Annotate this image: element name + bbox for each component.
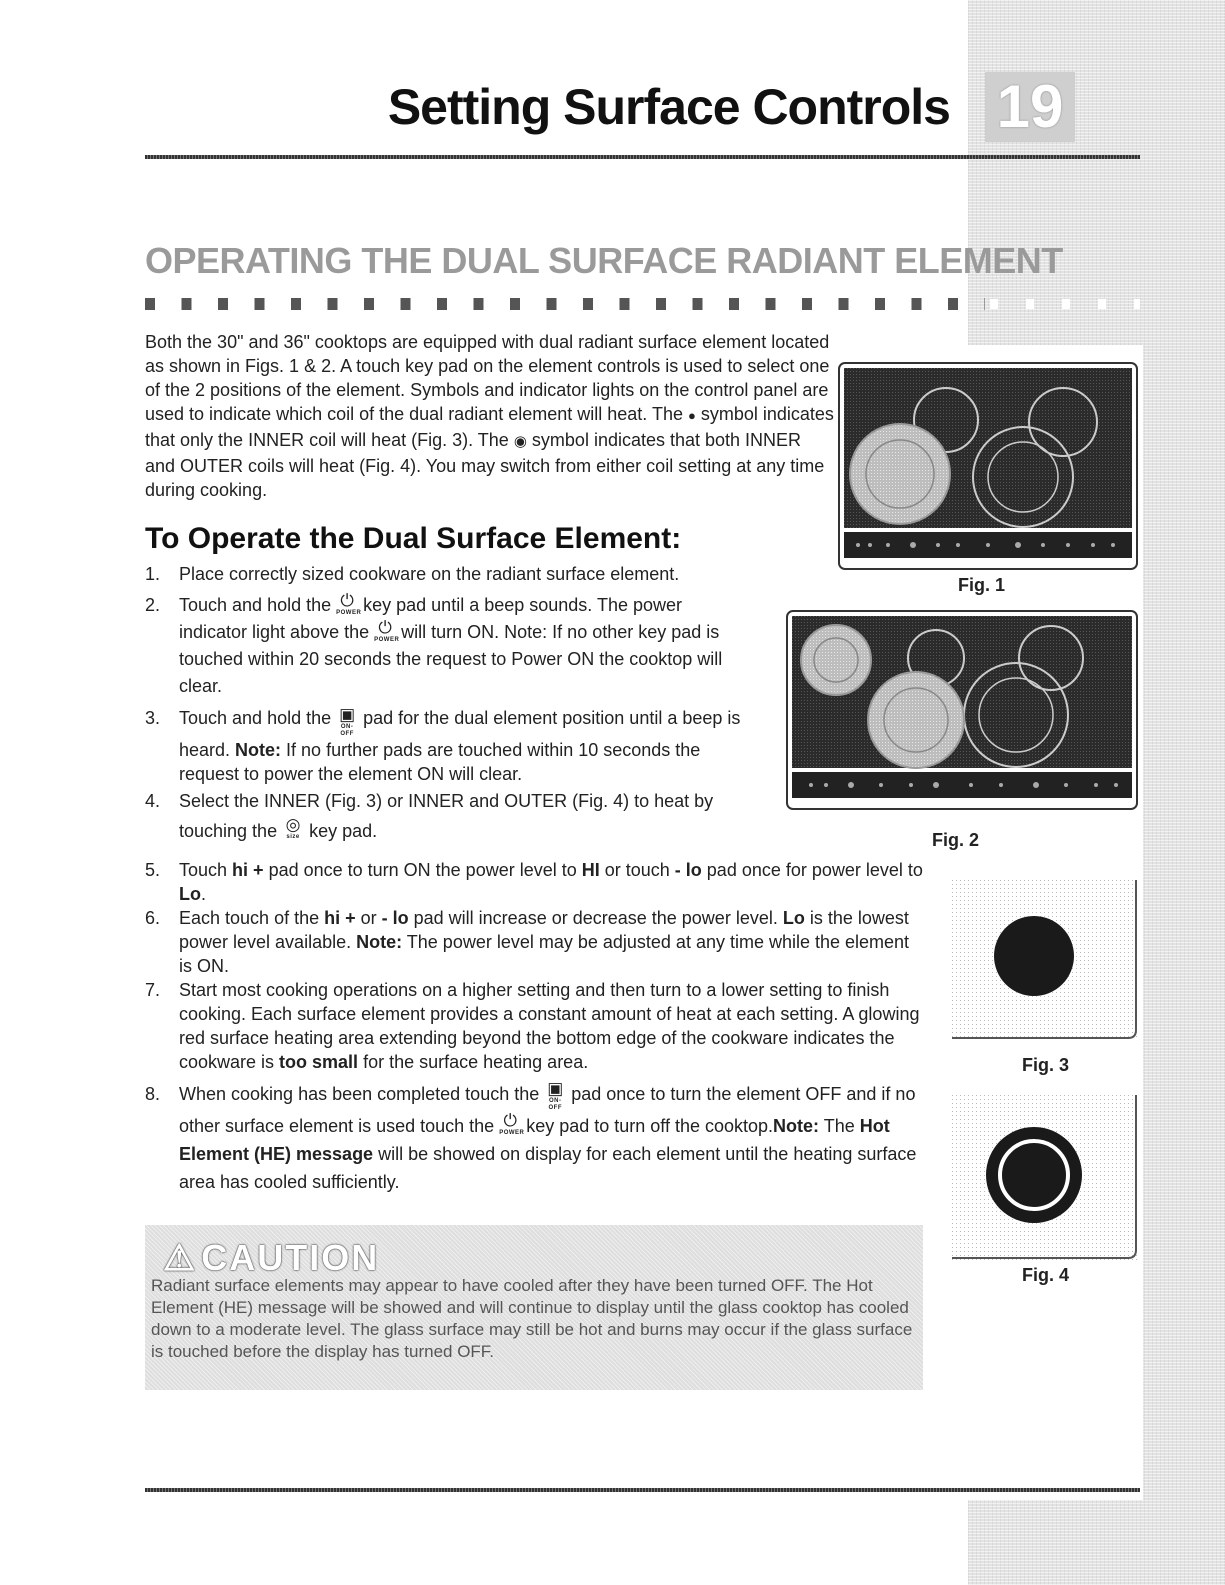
step-text: .	[201, 884, 207, 904]
step-number: 6.	[145, 908, 161, 928]
intro-text: symbol indicates that only the INNER coil will heat (Fig. 3). The	[145, 404, 834, 450]
inner-coil-symbol-icon: ●	[688, 408, 696, 423]
figure-1-cooktop-image	[838, 362, 1138, 570]
figure-1-label: Fig. 1	[958, 575, 1006, 595]
step-text: pad once for power level to	[701, 860, 923, 880]
step-text: Touch and hold the	[179, 595, 337, 615]
lo-label: Lo	[179, 884, 201, 904]
figure-3-label: Fig. 3	[1022, 1055, 1070, 1075]
step-text: will turn ON. Note: If no other key pad is touched within 20 seconds the request to Power ON the cooktop will clear.	[179, 622, 723, 696]
step-item	[145, 706, 754, 786]
step-text: Touch	[179, 860, 233, 880]
step-number: 5.	[145, 860, 161, 880]
figure-2-label: Fig. 2	[932, 830, 980, 850]
on-off-key-icon: ▣ ON-OFF	[339, 705, 356, 737]
step-item	[145, 786, 754, 846]
power-key-icon: ⏻ POWER	[374, 618, 400, 643]
hot-element-message-label: Hot Element (HE) message	[179, 1116, 890, 1164]
lo-label: Lo	[782, 908, 805, 928]
too-small-label: too small	[279, 1052, 359, 1072]
step-text: will be showed on display for each element until the heating surface area has cooled sufficiently.	[179, 1144, 917, 1192]
section-heading: OPERATING THE DUAL SURFACE RADIANT ELEMENT	[145, 240, 1063, 281]
minus-lo-label: - lo	[674, 860, 702, 880]
note-label: Note:	[773, 1116, 820, 1136]
figure-3-inner-coil-image	[952, 880, 1138, 1040]
intro-text: symbol indicates that both INNER and OUTER coils will heat (Fig. 4). You may switch from either coil setting at any time during cooking.	[145, 430, 825, 500]
step-text: key pad.	[304, 821, 378, 841]
dual-coil-symbol-icon: ◉	[513, 433, 527, 450]
caution-box	[145, 1225, 923, 1390]
step-text: pad once to turn ON the power level to	[263, 860, 582, 880]
step-text: Touch and hold the	[179, 708, 337, 728]
step-number: 4.	[145, 791, 161, 811]
step-text: The	[819, 1116, 860, 1136]
step-text: for the surface heating area.	[358, 1052, 589, 1072]
step-item	[145, 858, 925, 906]
figure-4-label: Fig. 4	[1022, 1265, 1070, 1285]
subsection-heading: To Operate the Dual Surface Element:	[145, 522, 682, 555]
step-item	[145, 592, 754, 700]
size-key-icon: ◎ size	[285, 815, 301, 840]
minus-lo-label: - lo	[381, 908, 409, 928]
step-text: The power level may be adjusted at any time while the element is ON.	[179, 932, 910, 976]
intro-paragraph	[145, 330, 835, 502]
step-item	[145, 978, 925, 1074]
page-title: Setting Surface Controls	[387, 79, 950, 135]
page-number: 19	[985, 72, 1075, 142]
step-text: Each touch of the	[179, 908, 325, 928]
step-number: 1.	[145, 564, 161, 584]
note-label: Note:	[235, 740, 282, 760]
step-text: Place correctly sized cookware on the radiant surface element.	[179, 564, 680, 584]
step-text: When cooking has been completed touch the	[179, 1084, 545, 1104]
step-text: key pad to turn off the cooktop.	[521, 1116, 774, 1136]
caution-title: CAUTION	[201, 1237, 380, 1278]
step-item	[145, 562, 779, 586]
section-divider-squares	[145, 298, 985, 310]
hi-label: HI	[581, 860, 600, 880]
on-off-key-icon: ▣ ON-OFF	[547, 1079, 564, 1111]
step-text: pad will increase or decrease the power level.	[408, 908, 783, 928]
power-key-icon: ⏻ POWER	[499, 1111, 525, 1136]
step-number: 2.	[145, 595, 161, 615]
intro-text: Both the 30" and 36" cooktops are equipped with dual radiant surface element located as shown in Figs. 1 & 2. A touch key pad on the element controls is used to select one of the 2 positions of the element. Symbols and indicator lights on the control panel are used to indicate which coil of the dual radiant element will heat. The	[145, 332, 830, 424]
header-rule	[145, 155, 1140, 159]
step-text: or touch	[599, 860, 675, 880]
step-text: If no further pads are touched within 10 seconds the request to power the element ON will clear.	[179, 740, 701, 784]
caution-text: Radiant surface elements may appear to have cooled after they have been turned OFF. The Hot Element (HE) message will be showed and will continue to display until the glass cooktop has cooled down to a moderate level. The glass surface may still be hot and burns may occur if the glass surface is touched before the display has turned OFF.	[151, 1276, 913, 1361]
step-number: 8.	[145, 1084, 161, 1104]
caution-heading	[163, 1237, 379, 1279]
step-item	[145, 1080, 925, 1196]
power-key-icon: ⏻ POWER	[336, 591, 362, 616]
step-text: pad once to turn the element OFF and if no other surface element is used touch the	[179, 1084, 916, 1136]
hi-plus-label: hi +	[324, 908, 356, 928]
section-divider-squares-light	[990, 299, 1140, 309]
hi-plus-label: hi +	[232, 860, 264, 880]
step-text: Select the INNER (Fig. 3) or INNER and OUTER (Fig. 4) to heat by touching the	[179, 791, 714, 841]
figure-4-dual-coil-image	[952, 1095, 1138, 1260]
footer-rule	[145, 1488, 1140, 1492]
figure-2-cooktop-image	[786, 610, 1138, 810]
warning-triangle-icon: ⚠	[163, 1237, 198, 1278]
step-item	[145, 906, 925, 978]
step-text: key pad until a beep sounds. The power indicator light above the	[179, 595, 683, 642]
step-number: 3.	[145, 708, 161, 728]
step-text: or	[355, 908, 382, 928]
step-text: pad for the dual element position until a beep is heard.	[179, 708, 741, 760]
step-text: Start most cooking operations on a higher setting and then turn to a lower setting to finish cooking. Each surface element provides a constant amount of heat at each setting. A glowing red surface heating area extending beyond the bottom edge of the cookware indicates the cookware is	[179, 980, 920, 1072]
step-text: is the lowest power level available.	[179, 908, 909, 952]
step-number: 7.	[145, 980, 161, 1000]
note-label: Note:	[356, 932, 403, 952]
